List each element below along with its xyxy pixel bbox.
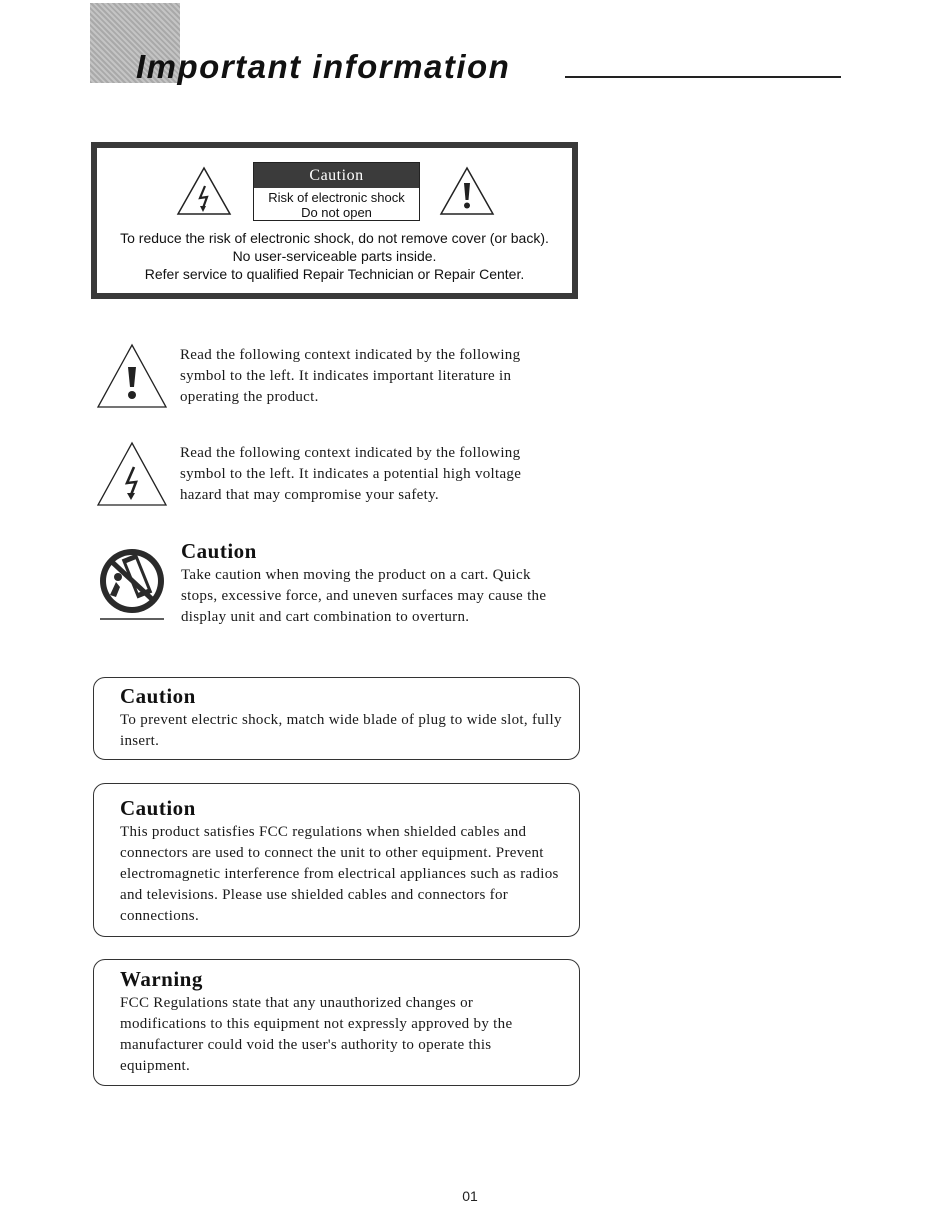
caution-label: [253, 162, 420, 221]
header-rule: [565, 76, 841, 78]
shock-warning-text: [96, 229, 573, 283]
cart-tipover-icon: [96, 543, 168, 623]
shock-warning-line1: To reduce the risk of electronic shock, do not remove cover (or back).: [120, 230, 549, 246]
warning-heading: Warning: [120, 967, 203, 991]
exclamation-warning-icon: [439, 166, 495, 216]
plug-caution-text: To prevent electric shock, match wide blade of plug to wide slot, fully insert.: [120, 712, 562, 749]
lightning-warning-icon: [176, 166, 232, 216]
exclamation-description: Read the following context indicated by the following symbol to the left. It indicates important literature in operating the product.: [180, 347, 521, 405]
voltage-description: Read the following context indicated by the following symbol to the left. It indicates a potential high voltage hazard that may compromise your safety.: [180, 445, 522, 503]
cart-caution-text: Take caution when moving the product on a cart. Quick stops, excessive force, and uneven surfaces may cause the display unit and cart combination to overturn.: [181, 567, 547, 625]
shock-warning-line3: Refer service to qualified Repair Technician or Repair Center.: [144, 266, 525, 282]
cart-caution-heading: Caution: [181, 539, 257, 563]
caution-label-line1: Risk of electronic shock: [268, 190, 405, 205]
exclamation-icon: [96, 343, 168, 409]
warning-text: FCC Regulations state that any unauthorized changes or modifications to this equipment not expressly approved by the manufacturer could void the user's authority to operate this equipment.: [120, 995, 513, 1074]
plug-caution-heading: Caution: [120, 684, 196, 708]
page-number: 01: [462, 1188, 478, 1204]
fcc-caution-heading: Caution: [120, 796, 196, 820]
shock-warning-line2: No user-serviceable parts inside.: [232, 248, 437, 264]
page-title: Important information: [136, 48, 511, 85]
fcc-caution-text: This product satisfies FCC regulations when shielded cables and connectors are used to connect the unit to other equipment. Prevent electromagnetic interference from electrical appliances such as radios and televisions. Please use shielded cables and connectors for connections.: [120, 824, 559, 924]
high-voltage-icon: [96, 441, 168, 507]
caution-label-title: Caution: [254, 163, 419, 188]
caution-label-line2: Do not open: [301, 205, 372, 220]
